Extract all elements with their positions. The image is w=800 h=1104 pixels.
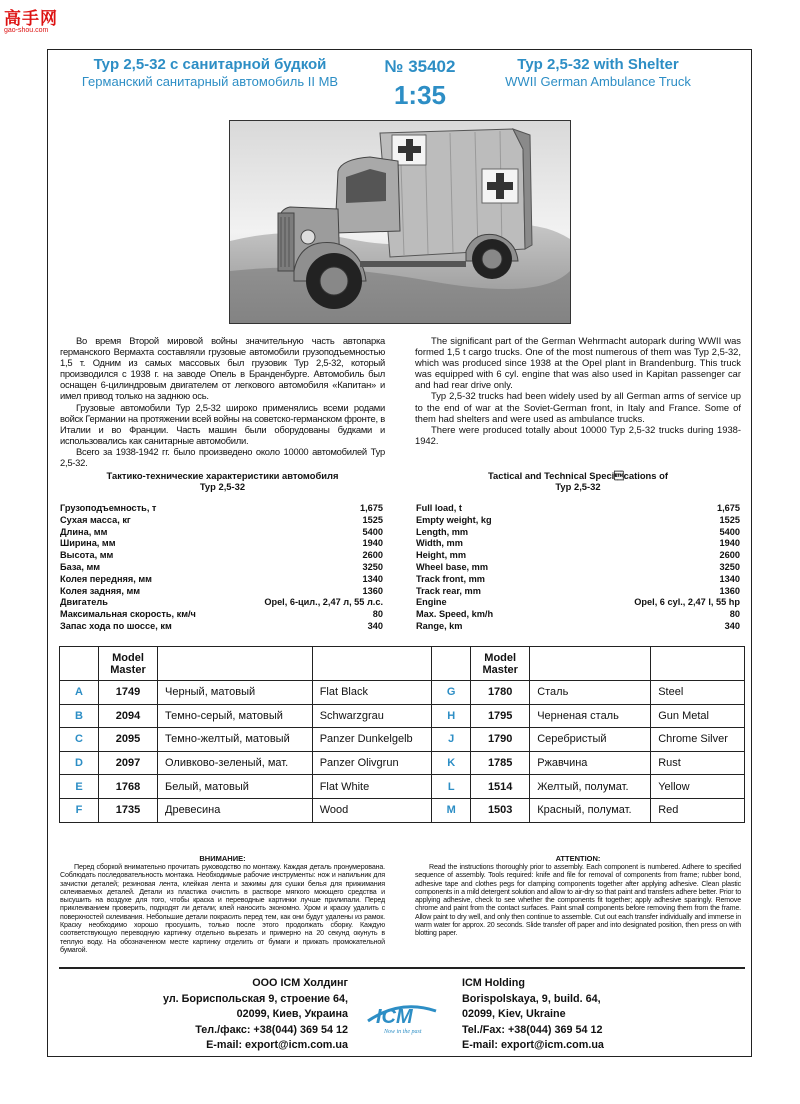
spec-row [416, 515, 740, 527]
paint-name-en-header [312, 647, 432, 681]
paint-letter-header [60, 647, 99, 681]
paint-letter: M [432, 798, 471, 822]
header-ru [60, 56, 360, 89]
paint-code: 2097 [99, 751, 158, 775]
paint-letter: L [432, 775, 471, 799]
subtitle-ru: Германский санитарный автомобиль II МВ [81, 74, 339, 89]
spec-value: 5400 [719, 526, 740, 537]
address-street-ru: ул. Бориспольская 9, строение 64, [162, 992, 348, 1005]
spec-row [60, 562, 385, 574]
contact-en [462, 976, 692, 1054]
spec-value: 340 [367, 620, 383, 631]
spec-value: 1340 [362, 573, 383, 584]
spec-row [416, 503, 740, 515]
spec-label: Ширина, мм [60, 538, 116, 549]
spec-row [60, 621, 385, 633]
paint-letter: D [60, 751, 99, 775]
description-ru-paragraph: Грузовые автомобили Typ 2,5-32 широко применялись всеми родами войск Германии на протяжении всей войны на советско-германском фронте, в Италии и во Франции. Часть машин были оборудованы будками и использовались как санитарные автомобили. [60, 401, 385, 446]
paint-code: 1790 [471, 728, 530, 752]
footer-divider [59, 967, 745, 969]
paint-name-ru-header [530, 647, 651, 681]
paint-letter: B [60, 704, 99, 728]
spec-value: 1340 [719, 573, 740, 584]
spec-title-ru-line1: Тактико-технические характеристики автомобиля [106, 470, 339, 481]
attention-title-ru: ВНИМАНИЕ: [199, 854, 246, 863]
paint-name-en: Yellow [651, 775, 745, 799]
svg-text:ICM: ICM [376, 1006, 413, 1028]
spec-list-ru [60, 503, 385, 633]
paint-table-header-row [60, 647, 745, 681]
table-row [60, 728, 745, 752]
paint-code: 1785 [471, 751, 530, 775]
spec-value: 80 [372, 609, 383, 620]
spec-row [60, 527, 385, 539]
paint-name-en: Panzer Dunkelgelb [312, 728, 432, 752]
company-name-ru: ООО ICM Холдинг [252, 977, 348, 989]
site-url: gao-shou.com [4, 27, 49, 34]
description-en-paragraph: Typ 2,5-32 trucks had been widely used by all German arms of service up to the end of war at the Soviet-German front, in Italy and France. Some of them had shelters and were used as ambulance trucks. [415, 390, 741, 424]
spec-label: Колея задняя, мм [60, 585, 141, 596]
spec-value: 1,675 [717, 503, 740, 513]
paint-name-en: Wood [312, 798, 432, 822]
description-ru [60, 335, 385, 468]
spec-label: Height, mm [416, 550, 467, 561]
spec-value: 3250 [362, 561, 383, 572]
address-city-ru: 02099, Киев, Украина [236, 1008, 348, 1021]
table-row [60, 798, 745, 822]
paint-name-en: Panzer Olivgrun [312, 751, 432, 775]
table-row [60, 775, 745, 799]
email-ru: E-mail: export@icm.com.ua [206, 1039, 348, 1052]
kit-number: № 35402 [384, 57, 456, 76]
paint-letter: A [60, 681, 99, 705]
email-en: E-mail: export@icm.com.ua [462, 1039, 604, 1052]
spec-label: Empty weight, kg [416, 514, 492, 525]
paint-name-en-header [651, 647, 745, 681]
title-ru: Typ 2,5-32 с санитарной будкой [93, 56, 327, 73]
paint-name-en: Schwarzgrau [312, 704, 432, 728]
paint-name-ru-header [158, 647, 313, 681]
description-ru-paragraph: Во время Второй мировой войны значительную часть автопарка германского Вермахта составляли грузовые автомобили грузоподъемностью 1,5 т. Одним из самых массовых был грузовик Typ 2,5-32, который производился с 1938 г. на заводе Опель в Бранденбурге. Автомобиль был оснащен 6-цилиндровым двигателем от легкового автомобиля «Капитан» и имел привод только на заднюю ось. [60, 335, 385, 402]
paint-code: 1503 [471, 798, 530, 822]
paint-name-en: Steel [651, 681, 745, 705]
spec-label: Запас хода по шоссе, км [60, 620, 172, 631]
spec-title-en [415, 470, 741, 492]
paint-letter: E [60, 775, 99, 799]
paint-letter: C [60, 728, 99, 752]
spec-value: 5400 [362, 526, 383, 537]
spec-row [416, 562, 740, 574]
spec-value: 1525 [362, 514, 383, 525]
spec-label: Двигатель [60, 597, 108, 608]
paint-letter: G [432, 681, 471, 705]
spec-row [416, 538, 740, 550]
paint-name-en: Chrome Silver [651, 728, 745, 752]
paint-letter-header [432, 647, 471, 681]
contact-ru [120, 976, 348, 1054]
paint-letter: F [60, 798, 99, 822]
spec-value: 1,675 [360, 503, 383, 513]
table-row [60, 681, 745, 705]
spec-row [60, 597, 385, 609]
spec-value: 2600 [362, 550, 383, 561]
spec-label: Грузоподъемность, т [60, 503, 157, 513]
spec-row [60, 538, 385, 550]
spec-label: Range, km [416, 620, 463, 631]
paint-name-ru: Оливково-зеленый, мат. [158, 751, 313, 775]
description-ru-paragraph: Всего за 1938-1942 гг. было произведено около 10000 автомобилей Typ 2,5-32. [60, 445, 385, 469]
kit-scale: 1:35 [393, 80, 447, 110]
spec-list-en [416, 503, 740, 633]
attention-en-paragraph: Read the instructions thoroughly prior to assembly. Each component is numbered. Adhere to specified sequence of assembly. Tools required: knife and file for removal of components from frame; rubber bond, adhesive tape and clothes pegs for clamping components together after applying adhesive. Clean plastic components in a mild detergent solution and allow to air-dry so that paint and transfers adhere better. Prior to applying adhesive, check to see whether the components fit together; apply adhesive sparingly. Remove chrome and paint from the contact surfaces. Paint small components before removing them from the frame. Allow paint to dry well, and only then continue to assemble. Cut out each transfer individually and immerse in warm water for approx. 20 seconds. Slide transfer off paper and into designated position, then press on with blotting paper. [415, 863, 741, 938]
spec-row [60, 609, 385, 621]
paint-code: 1514 [471, 775, 530, 799]
paint-code: 1780 [471, 681, 530, 705]
spec-label: База, мм [60, 561, 101, 572]
phone-ru: Тел./факс: +38(044) 369 54 12 [195, 1023, 348, 1036]
attention-text-en [415, 863, 741, 938]
paint-table [59, 646, 745, 823]
address-city-en: 02099, Kiev, Ukraine [462, 1008, 566, 1021]
spec-label: Высота, мм [60, 550, 114, 561]
paint-code: 1735 [99, 798, 158, 822]
spec-row [416, 586, 740, 598]
spec-label: Full load, t [416, 503, 462, 513]
paint-name-ru: Древесина [158, 798, 313, 822]
paint-letter: J [432, 728, 471, 752]
paint-code: 2095 [99, 728, 158, 752]
spec-row [416, 597, 740, 609]
paint-name-ru: Черненая сталь [530, 704, 651, 728]
model-master-header: Model Master [471, 647, 530, 681]
site-watermark-logo [4, 4, 74, 34]
paint-name-ru: Сталь [530, 681, 651, 705]
paint-name-en: Flat White [312, 775, 432, 799]
model-master-header: Model Master [99, 647, 158, 681]
spec-row [60, 586, 385, 598]
spec-row [416, 550, 740, 562]
spec-label: Wheel base, mm [416, 561, 488, 572]
description-en-paragraph: There were produced totally about 10000 Typ 2,5-32 trucks during 1938-1942. [415, 423, 741, 446]
spec-value: Opel, 6-цил., 2,47 л, 55 л.с. [264, 597, 383, 608]
paint-name-en: Red [651, 798, 745, 822]
spec-title-en-line1: Tactical and Technical Specications of [488, 470, 668, 481]
spec-value: 1940 [362, 538, 383, 549]
spec-label: Track front, mm [416, 573, 485, 584]
paint-name-ru: Белый, матовый [158, 775, 313, 799]
spec-row [416, 609, 740, 621]
spec-row [416, 527, 740, 539]
spec-row [416, 621, 740, 633]
spec-label: Width, mm [416, 538, 463, 549]
paint-name-ru: Желтый, полумат. [530, 775, 651, 799]
spec-label: Колея передняя, мм [60, 573, 152, 584]
attention-ru-paragraph: Перед сборкой внимательно прочитать руководство по монтажу. Каждая деталь пронумерована. Соблюдать последовательность монтажа. Необходимые рабочие инструменты: нож и напильник для зачистки деталей; резиновая лента, клейкая лента и зажимы для сушки белья для прижимания склеиваемых деталей. Детали из пластика очистить в растворе мягкого моющего средства и высушить на воздухе для того, чтобы краска и переводные картинки лучше прилипали. Перед приклеиванием проверить, подходят ли детали; клей наносить экономно. Хром и краску удалить с поверхностей склеивания. Небольшие детали покрасить перед тем, как они будут удалены из рамок. Краску необходимо хорошо просушить, только после этого продолжать сборку. Каждую соответствующую переводную картинку отдельно вырезать и примерно на 20 секунд окунуть в теплую воду. На обозначенном месте картинку отделить от бумаги и прижать промокательной бумагой. [60, 863, 385, 954]
paint-name-ru: Темно-желтый, матовый [158, 728, 313, 752]
icm-logo [362, 995, 440, 1037]
subtitle-en: WWII German Ambulance Truck [505, 74, 691, 89]
spec-value: 1525 [719, 514, 740, 525]
description-en-paragraph: The significant part of the German Wehrmacht autopark during WWII was formed 1,5 t cargo trucks. One of the most numerous of them was Typ 2,5-32, which was produced since 1938 at the Opel plant in Brandenburg. This truck was equipped with 6 cyl. engine that was also used in Kapitan passenger car and had rear drive only. [415, 335, 741, 391]
spec-title-ru [60, 470, 385, 492]
phone-en: Tel./Fax: +38(044) 369 54 12 [462, 1023, 603, 1036]
paint-code: 1768 [99, 775, 158, 799]
spec-label: Engine [416, 597, 447, 608]
spec-row [60, 503, 385, 515]
title-en: Typ 2,5-32 with Shelter [517, 56, 679, 73]
paint-name-ru: Ржавчина [530, 751, 651, 775]
spec-value: 2600 [719, 550, 740, 561]
table-row [60, 751, 745, 775]
spec-row [60, 574, 385, 586]
attention-text-ru [60, 863, 385, 954]
paint-letter: H [432, 704, 471, 728]
spec-title-en-line2: Typ 2,5-32 [555, 481, 601, 492]
paint-letter: K [432, 751, 471, 775]
paint-code: 1749 [99, 681, 158, 705]
paint-code: 1795 [471, 704, 530, 728]
spec-row [416, 574, 740, 586]
company-name-en: ICM Holding [462, 977, 525, 989]
site-name: 高手网 [4, 9, 58, 28]
spec-value: 1360 [719, 585, 740, 596]
spec-label: Track rear, mm [416, 585, 481, 596]
header-en [468, 56, 728, 89]
paint-name-en: Gun Metal [651, 704, 745, 728]
spec-label: Сухая масса, кг [60, 514, 131, 525]
spec-value: 340 [724, 620, 740, 631]
paint-code: 2094 [99, 704, 158, 728]
truck-photo [229, 120, 571, 324]
spec-value: 80 [729, 609, 740, 620]
spec-label: Max. Speed, km/h [416, 609, 494, 620]
spec-row [60, 550, 385, 562]
spec-label: Length, mm [416, 526, 469, 537]
spec-label: Длина, мм [60, 526, 108, 537]
spec-value: Opel, 6 cyl., 2,47 l, 55 hp [634, 597, 740, 608]
spec-label: Максимальная скорость, км/ч [60, 609, 196, 620]
attention-title-en: ATTENTION: [555, 854, 601, 863]
description-en [415, 335, 741, 446]
paint-name-ru: Темно-серый, матовый [158, 704, 313, 728]
spec-value: 3250 [719, 561, 740, 572]
paint-name-ru: Черный, матовый [158, 681, 313, 705]
paint-name-ru: Красный, полумат. [530, 798, 651, 822]
spec-row [60, 515, 385, 527]
address-street-en: Borispolskaya, 9, build. 64, [462, 992, 601, 1005]
spec-title-ru-line2: Typ 2,5-32 [199, 481, 246, 492]
svg-text:Now in the past: Now in the past [384, 1029, 422, 1035]
table-row [60, 704, 745, 728]
paint-name-en: Flat Black [312, 681, 432, 705]
paint-name-ru: Серебристый [530, 728, 651, 752]
spec-value: 1940 [719, 538, 740, 549]
spec-value: 1360 [362, 585, 383, 596]
paint-name-en: Rust [651, 751, 745, 775]
